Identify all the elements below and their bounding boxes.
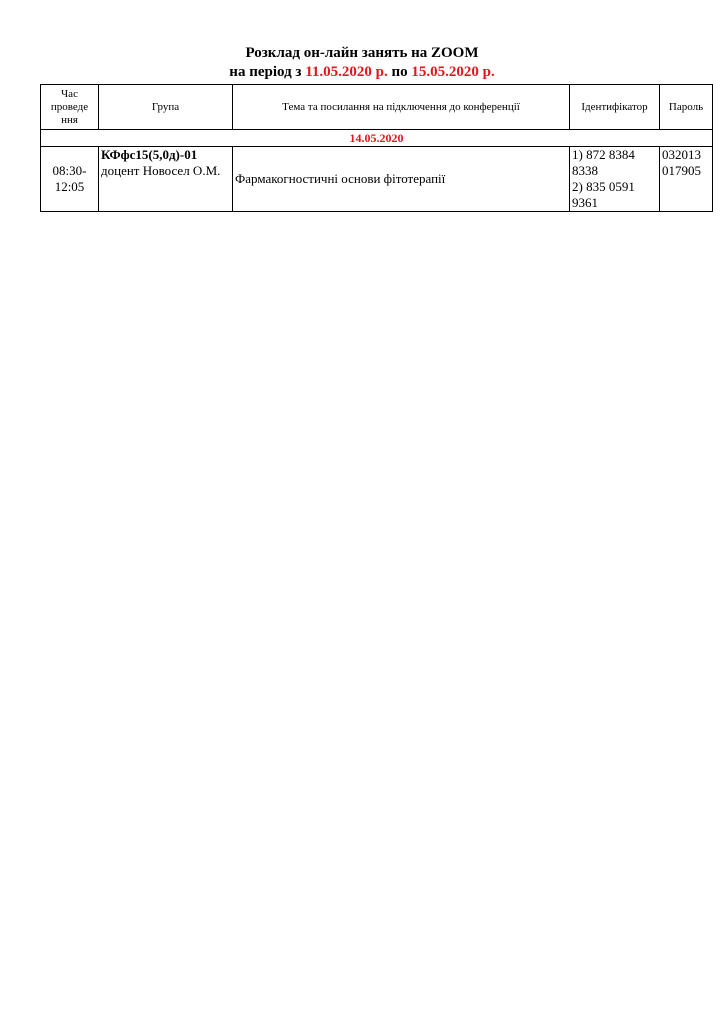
id-line-2: 8338 xyxy=(572,163,598,178)
id-line-3: 2) 835 0591 xyxy=(572,179,635,194)
column-header-password: Пароль xyxy=(660,85,713,130)
teacher-name: доцент Новосел О.М. xyxy=(101,163,221,178)
period-prefix: на період з xyxy=(229,64,302,80)
date-cell: 14.05.2020 xyxy=(41,130,713,147)
time-start: 08:30- xyxy=(52,163,87,178)
column-header-id: Ідентифікатор xyxy=(570,85,660,130)
id-line-1: 1) 872 8384 xyxy=(572,147,635,162)
group-cell xyxy=(99,147,233,212)
column-header-topic: Тема та посилання на підключення до конференції xyxy=(233,85,570,130)
id-cell xyxy=(570,147,660,212)
title-text: Розклад он-лайн занять на ZOOM xyxy=(245,45,479,61)
password-line-1: 032013 xyxy=(662,147,701,162)
table-row xyxy=(41,147,713,212)
header-row xyxy=(41,85,713,130)
period-middle: по xyxy=(391,64,408,80)
column-header-time: Час проведе ння xyxy=(41,85,99,130)
column-header-group: Група xyxy=(99,85,233,130)
password-cell xyxy=(660,147,713,212)
time-end: 12:05 xyxy=(54,179,85,194)
period-end-date: 15.05.2020 р. xyxy=(411,64,495,80)
document-title xyxy=(0,44,724,82)
topic-cell: Фармакогностичні основи фітотерапії xyxy=(233,147,570,212)
group-code: КФфс15(5,0д)-01 xyxy=(101,147,198,162)
time-cell xyxy=(41,147,99,212)
id-line-4: 9361 xyxy=(572,195,598,210)
period-line xyxy=(0,63,724,82)
period-start-date: 11.05.2020 р. xyxy=(305,64,388,80)
schedule-table xyxy=(40,84,713,212)
date-row xyxy=(41,130,713,147)
password-line-2: 017905 xyxy=(662,163,701,178)
